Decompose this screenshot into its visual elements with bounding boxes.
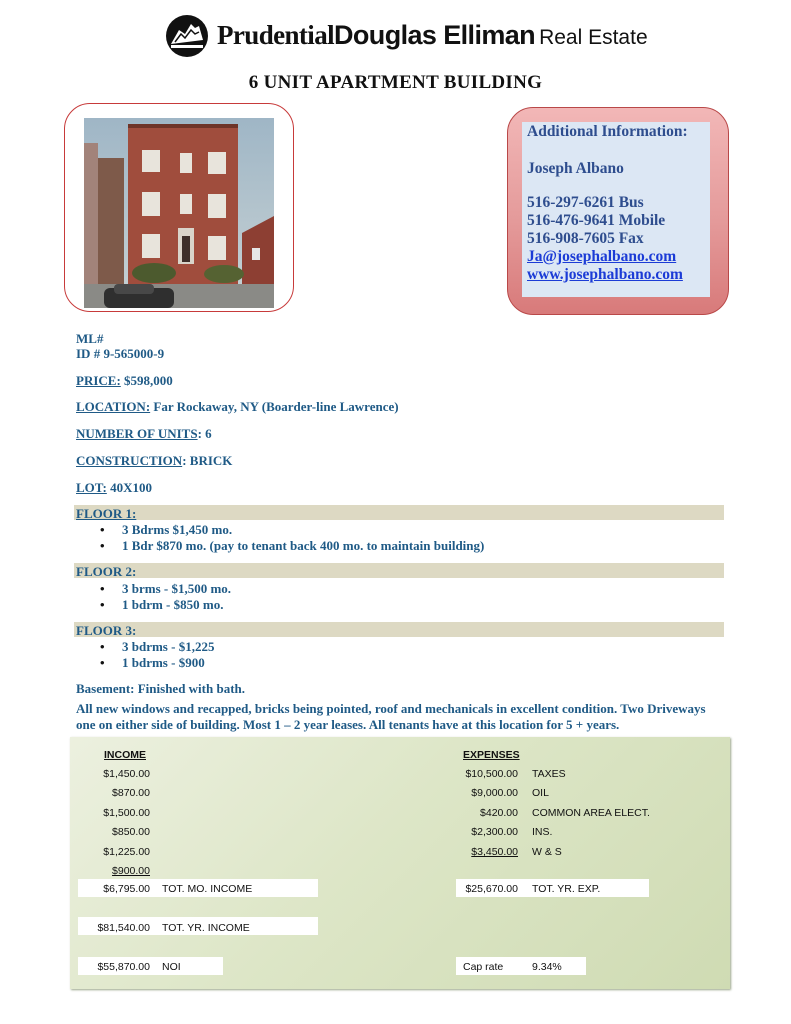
tot-yr-income-label: TOT. YR. INCOME <box>162 922 250 934</box>
description-line-1: All new windows and recapped, bricks being pointed, roof and mechanicals in excellent condition. Two Driveways <box>76 701 706 716</box>
floor-3-label: FLOOR 3: <box>76 623 137 638</box>
tot-yr-income-value: $81,540.00 <box>97 922 150 934</box>
expense-label: COMMON AREA ELECT. <box>532 807 650 819</box>
floor-3-bar <box>74 622 724 637</box>
location-value: Far Rockaway, NY (Boarder-line Lawrence) <box>150 399 399 414</box>
income-value: $1,450.00 <box>103 768 150 780</box>
list-item: • 1 Bdr $870 mo. (pay to tenant back 400 mo. to maintain building) <box>100 538 485 553</box>
lot-row <box>76 480 152 496</box>
income-value: $870.00 <box>112 787 150 799</box>
list-item: • 3 brms - $1,500 mo. <box>100 581 232 596</box>
income-value: $900.00 <box>112 865 150 877</box>
units-label: NUMBER OF UNITS <box>76 426 198 441</box>
list-item: • 1 bdrm - $850 mo. <box>100 597 224 612</box>
ml-number: ML# <box>76 331 104 346</box>
construction-label: CONSTRUCTION <box>76 453 183 468</box>
bullet-icon: • <box>100 522 105 537</box>
brand-name-part1: Prudential <box>217 20 335 50</box>
contact-header: Additional Information: <box>527 123 688 140</box>
tot-mo-income-value: $6,795.00 <box>103 883 150 895</box>
phone-bus: 516-297-6261 Bus <box>527 194 644 211</box>
phone-mobile: 516-476-9641 Mobile <box>527 212 666 229</box>
expense-amount: $9,000.00 <box>471 787 518 799</box>
floor-1-label: FLOOR 1: <box>76 506 137 521</box>
expense-label: OIL <box>532 787 549 799</box>
units-value: : 6 <box>197 426 212 441</box>
expense-amount: $10,500.00 <box>465 768 518 780</box>
price-row <box>76 373 173 389</box>
income-value: $1,500.00 <box>103 807 150 819</box>
list-item: • 3 bdrms - $1,225 <box>100 639 215 654</box>
basement-note: Basement: Finished with bath. <box>76 681 246 696</box>
floor-2-label: FLOOR 2: <box>76 564 137 579</box>
expense-amount: $2,300.00 <box>471 826 518 838</box>
location-label: LOCATION: <box>76 399 151 414</box>
list-item: • 1 bdrms - $900 <box>100 655 205 670</box>
bullet-icon: • <box>100 639 105 654</box>
price-value: $598,000 <box>120 373 173 388</box>
tot-yr-exp-label: TOT. YR. EXP. <box>532 883 601 895</box>
website-link[interactable]: www.josephalbano.com <box>527 266 683 283</box>
income-value: $850.00 <box>112 826 150 838</box>
lot-value: 40X100 <box>106 480 152 495</box>
expense-label: W & S <box>532 846 562 858</box>
page-title: 6 UNIT APARTMENT BUILDING <box>248 72 543 93</box>
tot-mo-income-label: TOT. MO. INCOME <box>162 883 253 895</box>
phone-fax: 516-908-7605 Fax <box>527 230 644 247</box>
bullet-icon: • <box>100 581 105 596</box>
list-item: • 3 Bdrms $1,450 mo. <box>100 522 233 537</box>
agent-name: Joseph Albano <box>527 160 624 177</box>
construction-row <box>76 453 232 469</box>
brand-name-part2: Douglas Elliman <box>334 20 536 50</box>
lot-label: LOT: <box>76 480 107 495</box>
brand-name-part3: Real Estate <box>539 26 648 49</box>
bullet-icon: • <box>100 597 105 612</box>
expenses-header: EXPENSES <box>463 749 520 761</box>
email-link[interactable]: Ja@josephalbano.com <box>527 248 677 265</box>
expense-amount: $3,450.00 <box>471 846 518 858</box>
cap-rate-label: Cap rate <box>463 961 504 973</box>
rock-of-gibraltar-logo-icon <box>165 14 209 58</box>
listing-id: ID # 9-565000-9 <box>76 346 165 361</box>
building-photo <box>84 118 274 308</box>
bullet-icon: • <box>100 655 105 670</box>
finance-table <box>70 737 730 989</box>
location-row <box>76 399 399 415</box>
expense-label: INS. <box>532 826 553 838</box>
brand-name <box>217 20 648 51</box>
floor-1-bar <box>74 505 724 520</box>
units-row <box>76 426 212 442</box>
income-header: INCOME <box>104 749 146 761</box>
floor-2-bar <box>74 563 724 578</box>
contact-info <box>527 122 688 284</box>
bullet-icon: • <box>100 538 105 553</box>
tot-yr-exp-value: $25,670.00 <box>465 883 518 895</box>
description-line-2: one on either side of building. Most 1 – 2 year leases. All tenants have at this location for 5 + years. <box>76 717 620 732</box>
income-value: $1,225.00 <box>103 846 150 858</box>
cap-rate-value: 9.34% <box>532 961 562 973</box>
expense-label: TAXES <box>532 768 566 780</box>
expense-amount: $420.00 <box>480 807 518 819</box>
noi-label: NOI <box>162 961 181 973</box>
brand-logo <box>165 14 648 60</box>
noi-value: $55,870.00 <box>97 961 150 973</box>
construction-value: : BRICK <box>182 453 233 468</box>
price-label: PRICE: <box>76 373 121 388</box>
